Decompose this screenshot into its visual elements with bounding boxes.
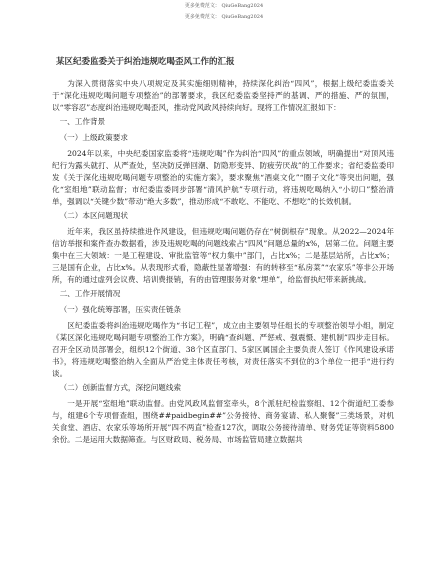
subheading-supervision: （二）创新监督方式，深挖问题线索: [59, 383, 182, 392]
document-body: [52, 78, 394, 448]
intro-paragraph: 为深入贯彻落实中央八项规定及其实施细则精神，持续深化纠治“四风”，根据上级纪委监委关于“深化违规吃喝问题专项整治”的部署要求，我区纪委监委坚持严的基调、严的措施、严的氛围，以“零容忍”态度纠治违规吃喝歪风，推动党风政风持续向好。现将工作情况汇报如下：: [52, 79, 394, 112]
paragraph-policy: 2024年以来，中央纪委国家监委将“违规吃喝”作为纠治“四风”的重点领域，明确提出“对顶风违纪行为露头就打、从严查处，坚决防反弹回潮、防隐形变异、防疲劳厌战”的工作要求；省纪委监委印发《关于深化违规吃喝问题专项整治的实施方案》，要求聚焦“酒桌文化”“圈子文化”等突出问题，强化“室组地”联动监督；市纪委监委同步部署“清风护航”专项行动，将违规吃喝纳入“小切口”整治清单，强调以“关键少数”带动“绝大多数”，推动形成“不敢吃、不能吃、不想吃”的长效机制。: [52, 149, 394, 206]
paragraph-status: 近年来，我区虽持续推进作风建设，但违规吃喝问题仍存在“树倒根存”现象。从2022—2024年信访举报和案件查办数据看，涉及违规吃喝的问题线索占“四风”问题总量的x%，居第二位。问题主要集中在三大领域：一是工程建设、审批监管等“权力集中”部门，占比x%；二是基层站所，占比x%；三是国有企业，占比x%。从表现形式看，隐蔽性显著增强：有的转移至“私房菜”“农家乐”等非公开场所，有的通过虚列会议费、培训费报销，有的由管理服务对象“埋单”，给监督执纪带来新挑战。: [52, 227, 394, 284]
section-heading-background: 一、工作背景: [59, 117, 106, 126]
watermark-top: 更多免费范文： QiuGeBang2024: [184, 3, 264, 9]
paragraph-supervision: 一是开展“室组地”联动监督。由党风政风监督室牵头，8个派驻纪检监察组、12个街道纪工委参与，组建6个专项督查组，围绕##paidbegin##”公务接待、商务宴请、私人聚餐”三类场景，对机关食堂、酒店、农家乐等场所开展”四不两直”检查127次，调取公务接待清单、财务凭证等资料5800余份。二是运用大数据筛查。与区财政局、税务局、市场监管局建立数据共: [52, 399, 394, 444]
watermark-second: 更多免费范文： QiuGeBang2024: [184, 14, 264, 20]
subheading-deployment: （一）强化统筹部署，压实责任链条: [59, 305, 182, 314]
section-heading-work: 二、工作开展情况: [59, 289, 121, 298]
paragraph-deployment: 区纪委监委将纠治违规吃喝作为“书记工程”，成立由主要领导任组长的专项整治领导小组，制定《某区深化违规吃喝问题专项整治工作方案》，明确“查纠题、严惩戒、强震慑、建机制”四步走目标。召开全区动员部署会，组织12个街道、38个区直部门、5家区属国企主要负责人签订《作风建设承诺书》，将违规吃喝整治纳入全面从严治党主体责任考核，对责任落实不到位的3个单位一把手“进行约谈。: [52, 321, 394, 378]
document-title: 某区纪委监委关于纠治违规吃喝歪风工作的汇报: [56, 57, 235, 67]
subheading-status: （二）本区问题现状: [59, 211, 128, 220]
subheading-policy: （一）上级政策要求: [59, 133, 128, 142]
